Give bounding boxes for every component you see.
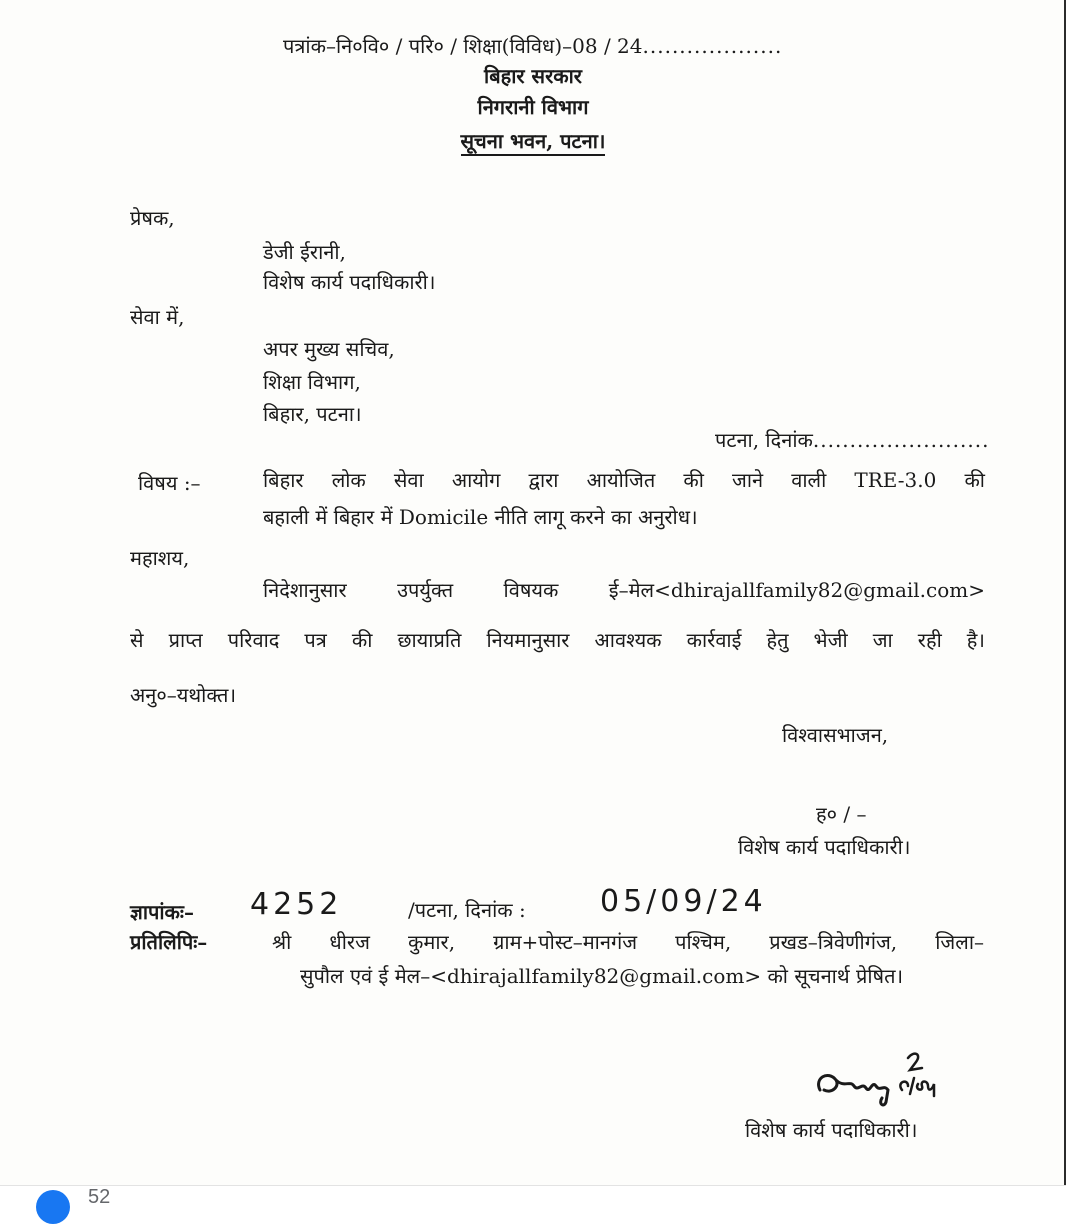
body-line-1: निदेशानुसार उपर्युक्त विषयक ई–मेल<dhirajallfamily82@gmail.com> xyxy=(263,578,985,602)
memo-date-label: /पटना, दिनांक : xyxy=(408,898,526,922)
copy-label: प्रतिलिपिः– xyxy=(130,930,208,954)
recipient-line-2: शिक्षा विभाग, xyxy=(263,370,361,394)
closing: विश्वासभाजन, xyxy=(782,723,889,747)
reference-number: पत्रांक–नि०वि० / परि० / शिक्षा(विविध)–08 / 24................... xyxy=(283,34,783,58)
signed-mark: ह० / – xyxy=(816,802,867,826)
subject-label: विषय :– xyxy=(138,471,201,495)
sender-label: प्रेषक, xyxy=(130,206,175,230)
signature xyxy=(810,1040,970,1110)
recipient-line-3: बिहार, पटना। xyxy=(263,402,362,426)
body-line-2: से प्राप्त परिवाद पत्र की छायाप्रति नियमानुसार आवश्यक कार्रवाई हेतु भेजी जा रही है। xyxy=(130,628,985,652)
like-count[interactable]: 52 xyxy=(88,1186,111,1208)
letter-date: पटना, दिनांक........................ xyxy=(715,428,990,452)
memo-number: 4252 xyxy=(250,887,343,922)
salutation: महाशय, xyxy=(130,546,190,570)
government-name: बिहार सरकार xyxy=(484,64,582,88)
department-name: निगरानी विभाग xyxy=(477,95,589,119)
subject-line-2: बहाली में बिहार में Domicile नीति लागू करने का अनुरोध। xyxy=(263,505,698,529)
signatory: विशेष कार्य पदाधिकारी। xyxy=(738,835,911,859)
subject-line-1: बिहार लोक सेवा आयोग द्वारा आयोजित की जाने वाली TRE-3.0 की xyxy=(263,468,985,492)
recipient-line-1: अपर मुख्य सचिव, xyxy=(263,337,395,361)
sender-name: डेजी ईरानी, xyxy=(263,240,346,264)
memo-date: 05/09/24 xyxy=(600,884,767,919)
department-address: सूचना भवन, पटना। xyxy=(0,127,1066,154)
recipient-label: सेवा में, xyxy=(130,305,185,329)
copy-line-2: सुपौल एवं ई मेल–<dhirajallfamily82@gmail.com> को सूचनार्थ प्रेषित। xyxy=(300,964,904,988)
final-signatory: विशेष कार्य पदाधिकारी। xyxy=(745,1118,918,1142)
memo-label: ज्ञापांकः– xyxy=(130,900,194,924)
enclosure: अनु०–यथोक्त। xyxy=(130,683,237,707)
like-icon[interactable] xyxy=(36,1190,70,1224)
reaction-bar xyxy=(0,1185,1066,1201)
copy-line-1: श्री धीरज कुमार, ग्राम+पोस्ट–मानगंज पश्चिम, प्रखड–त्रिवेणीगंज, जिला– xyxy=(272,930,984,954)
sender-designation: विशेष कार्य पदाधिकारी। xyxy=(263,270,436,294)
